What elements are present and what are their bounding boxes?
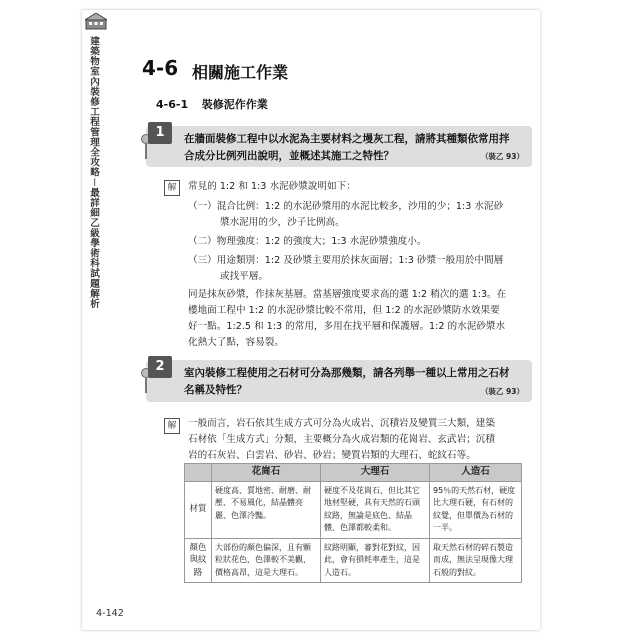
answer-1-para-line-2: 樓地面工程中 1:2 的水泥砂漿比較不常用，但 1:2 的水泥砂漿防水效果要 (188, 305, 500, 316)
table-header-marble: 大理石 (321, 464, 430, 482)
answer-1-item-2-line-1: （二）物理強度：1:2 的強度大；1:3 水泥砂漿強度小。 (188, 236, 427, 247)
table-header-artificial: 人造石 (430, 464, 522, 482)
table-header-corner (185, 464, 212, 482)
table-cell: 95％的天然石材，硬度比大理石硬，有石材的紋覺，但單價為石材的一半。 (430, 481, 522, 538)
answer-1-para-line-4: 化熱大了點，容易裂。 (188, 337, 284, 348)
table-cell: 取天然石材的碎石製造而成，無法呈現像大理石般的對紋。 (430, 538, 522, 583)
answer-1-item-1 (188, 199, 503, 231)
table-cell: 硬度高、質地密、耐磨、耐壓、不易風化，結晶體亮麗、色澤冷豔。 (212, 481, 321, 538)
table-row (185, 481, 522, 538)
page-number: 4-142 (96, 608, 124, 619)
question-1-badge: 1 (148, 122, 172, 144)
answer-1-para-line-1: 同是抹灰砂漿，作抹灰基層。當基層強度要求高的選 1:2 稍次的選 1:3。在 (188, 289, 507, 300)
answer-1-item-1-line-1: （一）混合比例：1:2 的水泥砂漿用的水泥比較多，沙用的少；1:3 水泥砂 (188, 201, 504, 212)
answer-2-paragraph (188, 416, 523, 464)
question-2-badge: 2 (148, 356, 172, 378)
answer-2-tag: 解 (164, 418, 180, 434)
question-2-box (146, 360, 532, 402)
question-1-text (184, 131, 522, 165)
book-page (82, 10, 540, 630)
question-1-ref: （裝乙 93） (480, 152, 524, 161)
subsection-title: 裝修泥作作業 (201, 98, 268, 111)
table-cell: 硬度不及花崗石，但比其它地材堅硬，具有天然的石頭紋路，無論是底色、結晶體、色澤都較柔和。 (321, 481, 430, 538)
row-label-material: 材質 (185, 481, 212, 538)
table-cell: 大部份的顏色偏深，且有顆粒狀花色，色澤較不美觀，價格高昂，這是大理石。 (212, 538, 321, 583)
sidebar (82, 10, 110, 630)
answer-2-para-line-1: 一般而言，岩石依其生成方式可分為火成岩、沉積岩及變質三大類，建築 (188, 418, 495, 429)
answer-1-item-3-line-1: （三）用途類別：1:2 及砂漿主要用於抹灰面層；1:3 砂漿一般用於中間層 (188, 255, 504, 266)
question-1-box (146, 126, 532, 167)
subsection-number: 4-6-1 (156, 98, 189, 111)
answer-1-item-1-line-2: 漿水泥用的少，沙子比例高。 (220, 217, 345, 228)
answer-1-tag: 解 (164, 180, 180, 196)
section-number: 4-6 (142, 56, 179, 80)
table-header-granite: 花崗石 (212, 464, 321, 482)
stone-comparison-table (184, 463, 522, 583)
book-title-vertical: 建築物室內裝修工程管理全攻略－最詳細乙級學術科試題解析 (88, 36, 99, 309)
question-2-line-1: 室內裝修工程使用之石材可分為那幾類，請各列舉一種以上常用之石材 (184, 367, 510, 379)
answer-1-item-3-line-2: 或找平層。 (220, 271, 268, 282)
answer-1-para-line-3: 好一點。1:2.5 和 1:3 的常用，多用在找平層和保護層。1:2 的水泥砂漿水 (188, 321, 506, 332)
subsection-heading (156, 96, 268, 112)
answer-1-item-2 (188, 234, 426, 250)
building-logo-icon (85, 13, 107, 31)
answer-2-para-line-3: 岩的石灰岩、白雲岩、砂岩、砂岩；變質岩類的大理石、蛇紋石等。 (188, 450, 476, 461)
question-2-line-2: 名稱及特性？ (184, 384, 247, 396)
answer-1-item-3 (188, 253, 503, 285)
question-1-line-2: 合成分比例列出說明，並概述其施工之特性？ (184, 150, 394, 162)
table-row (185, 538, 522, 583)
table-header-row (185, 464, 522, 482)
question-2-ref: （裝乙 93） (480, 387, 524, 396)
answer-2-para-line-2: 石材依「生成方式」分類，主要概分為火成岩類的花崗岩、玄武岩；沉積 (188, 434, 495, 445)
question-2-text (184, 365, 522, 399)
question-1-line-1: 在牆面裝修工程中以水泥為主要材料之墁灰工程，請將其種類依常用拌 (184, 133, 510, 145)
answer-1-intro: 常見的 1:2 和 1:3 水泥砂漿說明如下： (188, 181, 356, 192)
answer-1-paragraph (188, 287, 523, 351)
row-label-color-texture: 顏色與紋路 (185, 538, 212, 583)
section-title: 相關施工作業 (192, 63, 289, 82)
table-cell: 紋路明顯，審對花對紋，因此，會有損耗率產生，這是人造石。 (321, 538, 430, 583)
